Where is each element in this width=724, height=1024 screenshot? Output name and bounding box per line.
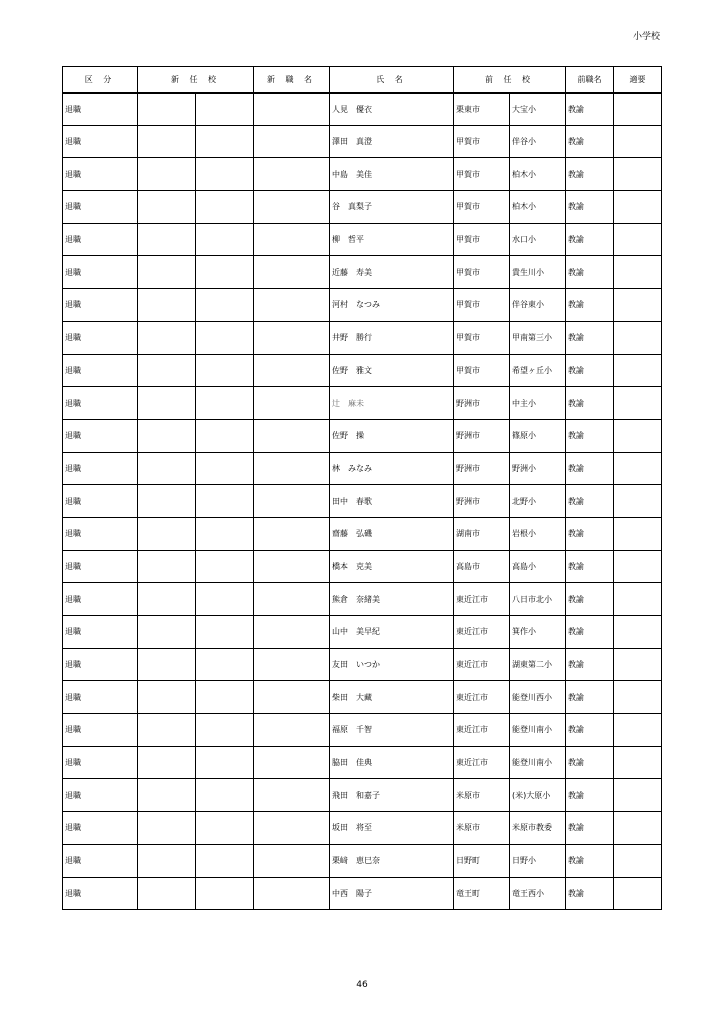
cell-new-school bbox=[138, 746, 196, 779]
cell-new-title bbox=[254, 387, 330, 420]
cell-kubun: 退職 bbox=[63, 648, 138, 681]
cell-new-school bbox=[138, 419, 196, 452]
cell-name: 栗﨑 恵巳奈 bbox=[330, 844, 454, 877]
cell-name: 脇田 佳典 bbox=[330, 746, 454, 779]
cell-new-school bbox=[138, 321, 196, 354]
cell-new-school-detail bbox=[196, 746, 254, 779]
cell-new-school-detail bbox=[196, 419, 254, 452]
cell-prev-school: 柏木小 bbox=[510, 191, 566, 224]
cell-prev-title: 教諭 bbox=[566, 714, 614, 747]
cell-prev-city: 米原市 bbox=[454, 812, 510, 845]
cell-new-title bbox=[254, 812, 330, 845]
school-category-label: 小学校 bbox=[632, 32, 660, 42]
cell-name: 飛田 和嘉子 bbox=[330, 779, 454, 812]
cell-new-school-detail bbox=[196, 583, 254, 616]
cell-prev-school: 日野小 bbox=[510, 844, 566, 877]
table-row bbox=[63, 844, 662, 877]
cell-new-title bbox=[254, 223, 330, 256]
table-row bbox=[63, 256, 662, 289]
cell-prev-city: 日野町 bbox=[454, 844, 510, 877]
cell-new-school bbox=[138, 517, 196, 550]
cell-prev-city: 甲賀市 bbox=[454, 256, 510, 289]
cell-new-school bbox=[138, 158, 196, 191]
cell-name: 佐野 操 bbox=[330, 419, 454, 452]
cell-note bbox=[614, 485, 662, 518]
cell-kubun: 退職 bbox=[63, 485, 138, 518]
table-row bbox=[63, 812, 662, 845]
cell-prev-school: (米)大原小 bbox=[510, 779, 566, 812]
cell-note bbox=[614, 125, 662, 158]
page-number: 46 bbox=[356, 980, 368, 990]
cell-new-school-detail bbox=[196, 191, 254, 224]
cell-new-school-detail bbox=[196, 779, 254, 812]
cell-prev-city: 甲賀市 bbox=[454, 158, 510, 191]
cell-note bbox=[614, 583, 662, 616]
cell-new-school bbox=[138, 125, 196, 158]
cell-kubun: 退職 bbox=[63, 191, 138, 224]
cell-prev-title: 教諭 bbox=[566, 158, 614, 191]
table-header-row bbox=[63, 67, 662, 93]
table-row bbox=[63, 354, 662, 387]
table-row bbox=[63, 93, 662, 126]
cell-new-title bbox=[254, 550, 330, 583]
cell-new-title bbox=[254, 158, 330, 191]
cell-kubun: 退職 bbox=[63, 779, 138, 812]
cell-prev-city: 東近江市 bbox=[454, 583, 510, 616]
table-row bbox=[63, 223, 662, 256]
table-row bbox=[63, 452, 662, 485]
table-row bbox=[63, 419, 662, 452]
cell-prev-school: 貴生川小 bbox=[510, 256, 566, 289]
cell-note bbox=[614, 256, 662, 289]
cell-new-school bbox=[138, 812, 196, 845]
cell-note bbox=[614, 289, 662, 322]
cell-new-school bbox=[138, 648, 196, 681]
cell-prev-city: 甲賀市 bbox=[454, 321, 510, 354]
cell-new-title bbox=[254, 877, 330, 910]
cell-prev-title: 教諭 bbox=[566, 93, 614, 126]
cell-kubun: 退職 bbox=[63, 419, 138, 452]
cell-new-title bbox=[254, 125, 330, 158]
cell-new-school-detail bbox=[196, 158, 254, 191]
cell-new-school bbox=[138, 452, 196, 485]
cell-new-title bbox=[254, 256, 330, 289]
cell-prev-school: 希望ヶ丘小 bbox=[510, 354, 566, 387]
personnel-table bbox=[62, 66, 662, 910]
table-row bbox=[63, 779, 662, 812]
cell-name: 齋藤 弘磯 bbox=[330, 517, 454, 550]
cell-new-title bbox=[254, 517, 330, 550]
cell-new-school bbox=[138, 191, 196, 224]
cell-prev-school: 北野小 bbox=[510, 485, 566, 518]
cell-prev-city: 野洲市 bbox=[454, 419, 510, 452]
cell-name: 熊倉 奈緒美 bbox=[330, 583, 454, 616]
cell-kubun: 退職 bbox=[63, 550, 138, 583]
cell-new-title bbox=[254, 419, 330, 452]
cell-new-title bbox=[254, 321, 330, 354]
cell-prev-school: 甲南第三小 bbox=[510, 321, 566, 354]
cell-name: 河村 なつみ bbox=[330, 289, 454, 322]
cell-new-school-detail bbox=[196, 452, 254, 485]
cell-new-school bbox=[138, 844, 196, 877]
cell-prev-school: 箕作小 bbox=[510, 616, 566, 649]
cell-new-school-detail bbox=[196, 321, 254, 354]
cell-kubun: 退職 bbox=[63, 583, 138, 616]
cell-prev-title: 教諭 bbox=[566, 779, 614, 812]
cell-new-title bbox=[254, 354, 330, 387]
cell-note bbox=[614, 844, 662, 877]
cell-prev-title: 教諭 bbox=[566, 648, 614, 681]
cell-prev-school: 大宝小 bbox=[510, 93, 566, 126]
cell-new-school bbox=[138, 550, 196, 583]
cell-new-title bbox=[254, 485, 330, 518]
cell-name: 谷 真梨子 bbox=[330, 191, 454, 224]
cell-kubun: 退職 bbox=[63, 616, 138, 649]
cell-new-school bbox=[138, 354, 196, 387]
cell-name: 山中 美早紀 bbox=[330, 616, 454, 649]
cell-prev-title: 教諭 bbox=[566, 321, 614, 354]
cell-new-title bbox=[254, 681, 330, 714]
cell-note bbox=[614, 517, 662, 550]
cell-prev-school: 柏木小 bbox=[510, 158, 566, 191]
cell-new-school bbox=[138, 616, 196, 649]
cell-prev-city: 甲賀市 bbox=[454, 125, 510, 158]
cell-name: 柳 哲平 bbox=[330, 223, 454, 256]
table-row bbox=[63, 583, 662, 616]
cell-prev-school: 伴谷小 bbox=[510, 125, 566, 158]
cell-prev-school: 岩根小 bbox=[510, 517, 566, 550]
cell-note bbox=[614, 812, 662, 845]
cell-new-school bbox=[138, 387, 196, 420]
cell-kubun: 退職 bbox=[63, 93, 138, 126]
cell-prev-city: 甲賀市 bbox=[454, 191, 510, 224]
cell-new-title bbox=[254, 844, 330, 877]
cell-new-title bbox=[254, 93, 330, 126]
cell-name: 福原 千智 bbox=[330, 714, 454, 747]
table-row bbox=[63, 714, 662, 747]
cell-prev-title: 教諭 bbox=[566, 616, 614, 649]
table-body bbox=[63, 93, 662, 910]
cell-new-title bbox=[254, 648, 330, 681]
cell-note bbox=[614, 648, 662, 681]
header-name: 氏 名 bbox=[330, 67, 454, 93]
cell-prev-title: 教諭 bbox=[566, 452, 614, 485]
cell-prev-title: 教諭 bbox=[566, 550, 614, 583]
cell-prev-city: 東近江市 bbox=[454, 681, 510, 714]
cell-prev-title: 教諭 bbox=[566, 517, 614, 550]
cell-kubun: 退職 bbox=[63, 289, 138, 322]
cell-new-title bbox=[254, 746, 330, 779]
header-prev-school: 前 任 校 bbox=[454, 67, 566, 93]
cell-kubun: 退職 bbox=[63, 256, 138, 289]
cell-new-school-detail bbox=[196, 877, 254, 910]
cell-new-school-detail bbox=[196, 648, 254, 681]
cell-new-school bbox=[138, 681, 196, 714]
cell-prev-school: 水口小 bbox=[510, 223, 566, 256]
cell-new-school bbox=[138, 583, 196, 616]
cell-name: 坂田 将至 bbox=[330, 812, 454, 845]
table-row bbox=[63, 681, 662, 714]
cell-new-school bbox=[138, 779, 196, 812]
cell-prev-title: 教諭 bbox=[566, 812, 614, 845]
cell-prev-school: 野洲小 bbox=[510, 452, 566, 485]
cell-kubun: 退職 bbox=[63, 452, 138, 485]
cell-new-school-detail bbox=[196, 354, 254, 387]
cell-prev-city: 東近江市 bbox=[454, 648, 510, 681]
table-row bbox=[63, 877, 662, 910]
cell-prev-city: 湖南市 bbox=[454, 517, 510, 550]
cell-prev-city: 高島市 bbox=[454, 550, 510, 583]
cell-note bbox=[614, 387, 662, 420]
cell-kubun: 退職 bbox=[63, 812, 138, 845]
cell-name: 友田 いつか bbox=[330, 648, 454, 681]
cell-new-school-detail bbox=[196, 844, 254, 877]
cell-new-school-detail bbox=[196, 550, 254, 583]
cell-new-title bbox=[254, 191, 330, 224]
cell-prev-school: 中主小 bbox=[510, 387, 566, 420]
cell-prev-city: 米原市 bbox=[454, 779, 510, 812]
cell-new-title bbox=[254, 452, 330, 485]
cell-new-school-detail bbox=[196, 616, 254, 649]
cell-note bbox=[614, 681, 662, 714]
cell-note bbox=[614, 93, 662, 126]
cell-new-school-detail bbox=[196, 223, 254, 256]
cell-kubun: 退職 bbox=[63, 125, 138, 158]
cell-note bbox=[614, 419, 662, 452]
cell-name: 澤田 真澄 bbox=[330, 125, 454, 158]
table-row bbox=[63, 746, 662, 779]
cell-kubun: 退職 bbox=[63, 158, 138, 191]
cell-new-school bbox=[138, 714, 196, 747]
cell-new-school bbox=[138, 289, 196, 322]
cell-note bbox=[614, 158, 662, 191]
cell-new-school-detail bbox=[196, 387, 254, 420]
table-row bbox=[63, 191, 662, 224]
cell-prev-city: 野洲市 bbox=[454, 452, 510, 485]
cell-prev-title: 教諭 bbox=[566, 256, 614, 289]
table-row bbox=[63, 616, 662, 649]
cell-name: 佐野 雅文 bbox=[330, 354, 454, 387]
cell-new-school bbox=[138, 485, 196, 518]
cell-prev-title: 教諭 bbox=[566, 289, 614, 322]
header-prev-title: 前職名 bbox=[566, 67, 614, 93]
cell-kubun: 退職 bbox=[63, 714, 138, 747]
cell-note bbox=[614, 354, 662, 387]
cell-prev-title: 教諭 bbox=[566, 191, 614, 224]
cell-prev-title: 教諭 bbox=[566, 354, 614, 387]
cell-new-title bbox=[254, 779, 330, 812]
cell-kubun: 退職 bbox=[63, 354, 138, 387]
table-row bbox=[63, 517, 662, 550]
cell-new-school-detail bbox=[196, 256, 254, 289]
table-row bbox=[63, 158, 662, 191]
cell-note bbox=[614, 191, 662, 224]
cell-kubun: 退職 bbox=[63, 517, 138, 550]
cell-name: 中島 美佳 bbox=[330, 158, 454, 191]
cell-prev-city: 東近江市 bbox=[454, 746, 510, 779]
cell-new-school bbox=[138, 877, 196, 910]
cell-prev-city: 野洲市 bbox=[454, 387, 510, 420]
cell-name: 中西 陽子 bbox=[330, 877, 454, 910]
table-row bbox=[63, 125, 662, 158]
cell-prev-title: 教諭 bbox=[566, 125, 614, 158]
table-row bbox=[63, 387, 662, 420]
cell-new-school-detail bbox=[196, 681, 254, 714]
cell-prev-school: 米原市教委 bbox=[510, 812, 566, 845]
cell-name: 辻 麻未 bbox=[330, 387, 454, 420]
cell-prev-city: 甲賀市 bbox=[454, 289, 510, 322]
cell-note bbox=[614, 779, 662, 812]
table-row bbox=[63, 289, 662, 322]
cell-note bbox=[614, 616, 662, 649]
cell-kubun: 退職 bbox=[63, 223, 138, 256]
cell-new-school-detail bbox=[196, 485, 254, 518]
cell-new-school-detail bbox=[196, 93, 254, 126]
cell-new-school-detail bbox=[196, 812, 254, 845]
cell-name: 林 みなみ bbox=[330, 452, 454, 485]
header-new-title: 新 職 名 bbox=[254, 67, 330, 93]
cell-prev-school: 高島小 bbox=[510, 550, 566, 583]
cell-prev-school: 能登川西小 bbox=[510, 681, 566, 714]
cell-prev-title: 教諭 bbox=[566, 746, 614, 779]
cell-new-school bbox=[138, 223, 196, 256]
cell-new-school-detail bbox=[196, 125, 254, 158]
cell-prev-school: 竜王西小 bbox=[510, 877, 566, 910]
cell-new-title bbox=[254, 289, 330, 322]
table-row bbox=[63, 485, 662, 518]
cell-prev-title: 教諭 bbox=[566, 681, 614, 714]
cell-kubun: 退職 bbox=[63, 387, 138, 420]
cell-new-title bbox=[254, 616, 330, 649]
cell-prev-city: 栗東市 bbox=[454, 93, 510, 126]
cell-note bbox=[614, 321, 662, 354]
cell-prev-school: 八日市北小 bbox=[510, 583, 566, 616]
cell-prev-city: 甲賀市 bbox=[454, 354, 510, 387]
cell-prev-city: 甲賀市 bbox=[454, 223, 510, 256]
table-row bbox=[63, 648, 662, 681]
cell-prev-title: 教諭 bbox=[566, 877, 614, 910]
cell-new-school-detail bbox=[196, 517, 254, 550]
table-row bbox=[63, 321, 662, 354]
cell-name: 田中 春歌 bbox=[330, 485, 454, 518]
cell-prev-city: 東近江市 bbox=[454, 616, 510, 649]
cell-prev-title: 教諭 bbox=[566, 485, 614, 518]
cell-new-school bbox=[138, 256, 196, 289]
cell-new-school bbox=[138, 93, 196, 126]
cell-prev-title: 教諭 bbox=[566, 844, 614, 877]
cell-new-school-detail bbox=[196, 289, 254, 322]
cell-prev-title: 教諭 bbox=[566, 419, 614, 452]
cell-name: 橋本 克美 bbox=[330, 550, 454, 583]
header-kubun: 区 分 bbox=[63, 67, 138, 93]
cell-note bbox=[614, 746, 662, 779]
table-row bbox=[63, 550, 662, 583]
cell-prev-title: 教諭 bbox=[566, 583, 614, 616]
cell-kubun: 退職 bbox=[63, 877, 138, 910]
cell-prev-school: 能登川南小 bbox=[510, 746, 566, 779]
cell-name: 近藤 寿美 bbox=[330, 256, 454, 289]
cell-kubun: 退職 bbox=[63, 746, 138, 779]
cell-kubun: 退職 bbox=[63, 681, 138, 714]
header-new-school: 新 任 校 bbox=[138, 67, 254, 93]
cell-prev-school: 湖東第二小 bbox=[510, 648, 566, 681]
cell-prev-school: 能登川南小 bbox=[510, 714, 566, 747]
cell-name: 井野 勝行 bbox=[330, 321, 454, 354]
cell-prev-school: 篠原小 bbox=[510, 419, 566, 452]
cell-prev-school: 伴谷東小 bbox=[510, 289, 566, 322]
cell-note bbox=[614, 223, 662, 256]
cell-prev-city: 野洲市 bbox=[454, 485, 510, 518]
cell-note bbox=[614, 877, 662, 910]
header-note: 適要 bbox=[614, 67, 662, 93]
cell-prev-title: 教諭 bbox=[566, 223, 614, 256]
cell-prev-city: 竜王町 bbox=[454, 877, 510, 910]
cell-new-school-detail bbox=[196, 714, 254, 747]
cell-name: 人見 優衣 bbox=[330, 93, 454, 126]
cell-note bbox=[614, 452, 662, 485]
cell-new-title bbox=[254, 583, 330, 616]
cell-prev-title: 教諭 bbox=[566, 387, 614, 420]
cell-name: 柴田 大藏 bbox=[330, 681, 454, 714]
cell-new-title bbox=[254, 714, 330, 747]
cell-prev-city: 東近江市 bbox=[454, 714, 510, 747]
cell-kubun: 退職 bbox=[63, 321, 138, 354]
cell-note bbox=[614, 550, 662, 583]
cell-note bbox=[614, 714, 662, 747]
cell-kubun: 退職 bbox=[63, 844, 138, 877]
